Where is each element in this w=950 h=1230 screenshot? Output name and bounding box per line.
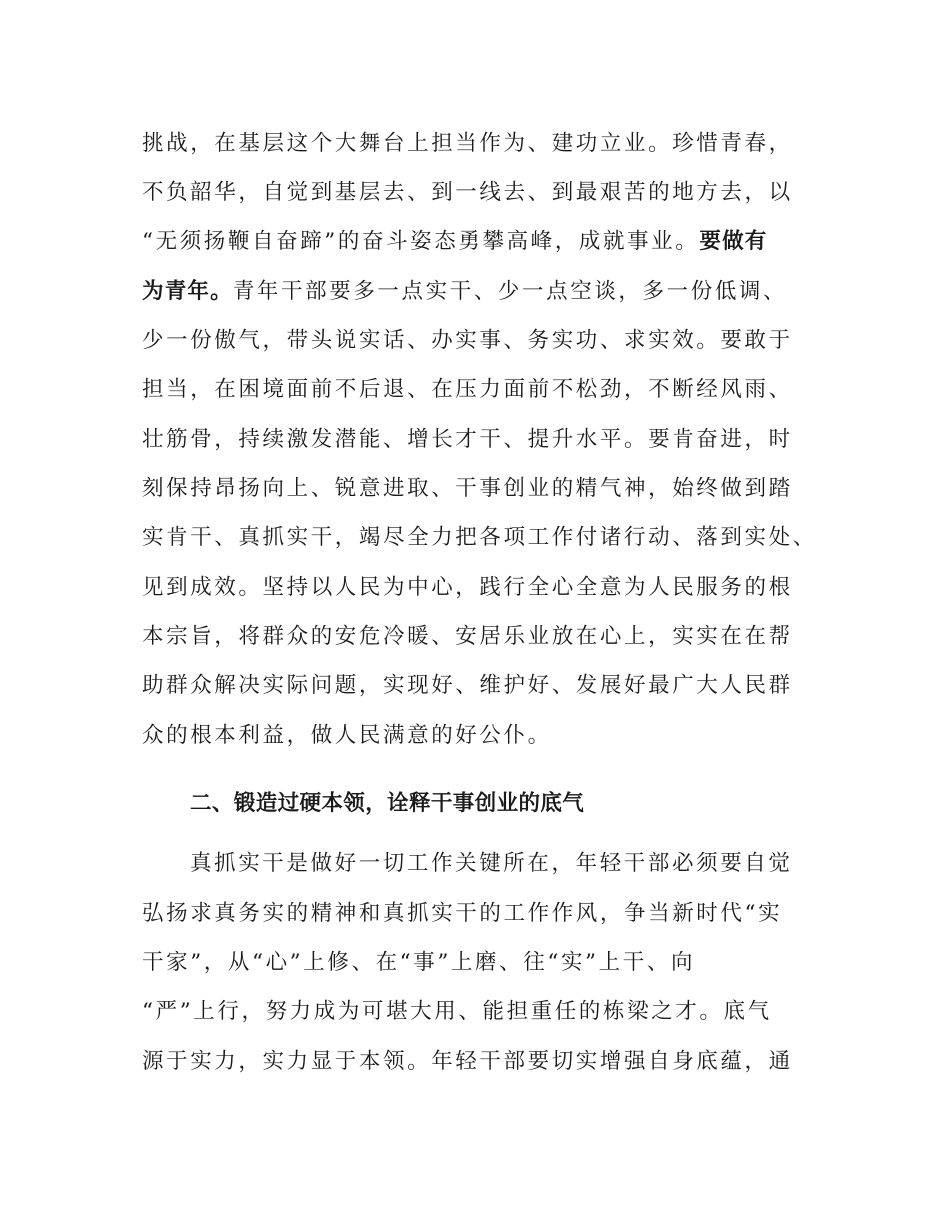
paragraph-line: 真抓实干是做好一切工作关键所在，年轻干部必须要自觉 <box>190 851 793 876</box>
paragraph-line: 助群众解决实际问题，实现好、维护好、发展好最广大人民群 <box>142 673 793 698</box>
paragraph-line: 壮筋骨，持续激发潜能、增长才干、提升水平。要肯奋进，时 <box>142 427 793 452</box>
paragraph-line <box>142 276 842 308</box>
paragraph-line: 不负韶华，自觉到基层去、到一线去、到最艰苦的地方去，以 <box>142 180 793 205</box>
paragraph-line: 众的根本利益，做人民满意的好公仆。 <box>142 723 552 748</box>
paragraph-text: 青年干部要多一点实干、少一点空谈，多一份低调、 <box>232 279 788 304</box>
paragraph-line <box>142 226 842 258</box>
paragraph-line: 实肯干、真抓实干，竭尽全力把各项工作付诸行动、落到实处、 <box>142 525 817 550</box>
paragraph-line: 源于实力，实力显于本领。年轻干部要切实增强自身底蕴，通 <box>142 1049 793 1074</box>
bold-phrase: 为青年。 <box>142 279 233 304</box>
paragraph-line: 本宗旨，将群众的安危冷暖、安居乐业放在心上，实实在在帮 <box>142 624 793 649</box>
bold-phrase: 要做有 <box>699 229 768 254</box>
paragraph-line: 刻保持昂扬向上、锐意进取、干事创业的精气神，始终做到踏 <box>142 476 793 501</box>
paragraph-line: “严”上行，努力成为可堪大用、能担重任的栋梁之才。底气 <box>142 999 772 1024</box>
section-heading: 二、锻造过硬本领，诠释干事创业的底气 <box>190 791 585 816</box>
paragraph-line: 担当，在困境面前不后退、在压力面前不松劲，不断经风雨、 <box>142 377 793 402</box>
paragraph-line: 见到成效。坚持以人民为中心，践行全心全意为人民服务的根 <box>142 575 793 600</box>
paragraph-text: “无须扬鞭自奋蹄”的奋斗姿态勇攀高峰，成就事业。 <box>142 229 700 254</box>
paragraph-line: 弘扬求真务实的精神和真抓实干的工作作风，争当新时代“实 <box>142 901 783 926</box>
paragraph-line: 干家”，从“心”上修、在“事”上磨、往“实”上干、向 <box>142 950 696 975</box>
paragraph-line: 挑战，在基层这个大舞台上担当作为、建功立业。珍惜青春， <box>142 131 793 156</box>
paragraph-line: 少一份傲气，带头说实话、办实事、务实功、求实效。要敢于 <box>142 328 793 353</box>
